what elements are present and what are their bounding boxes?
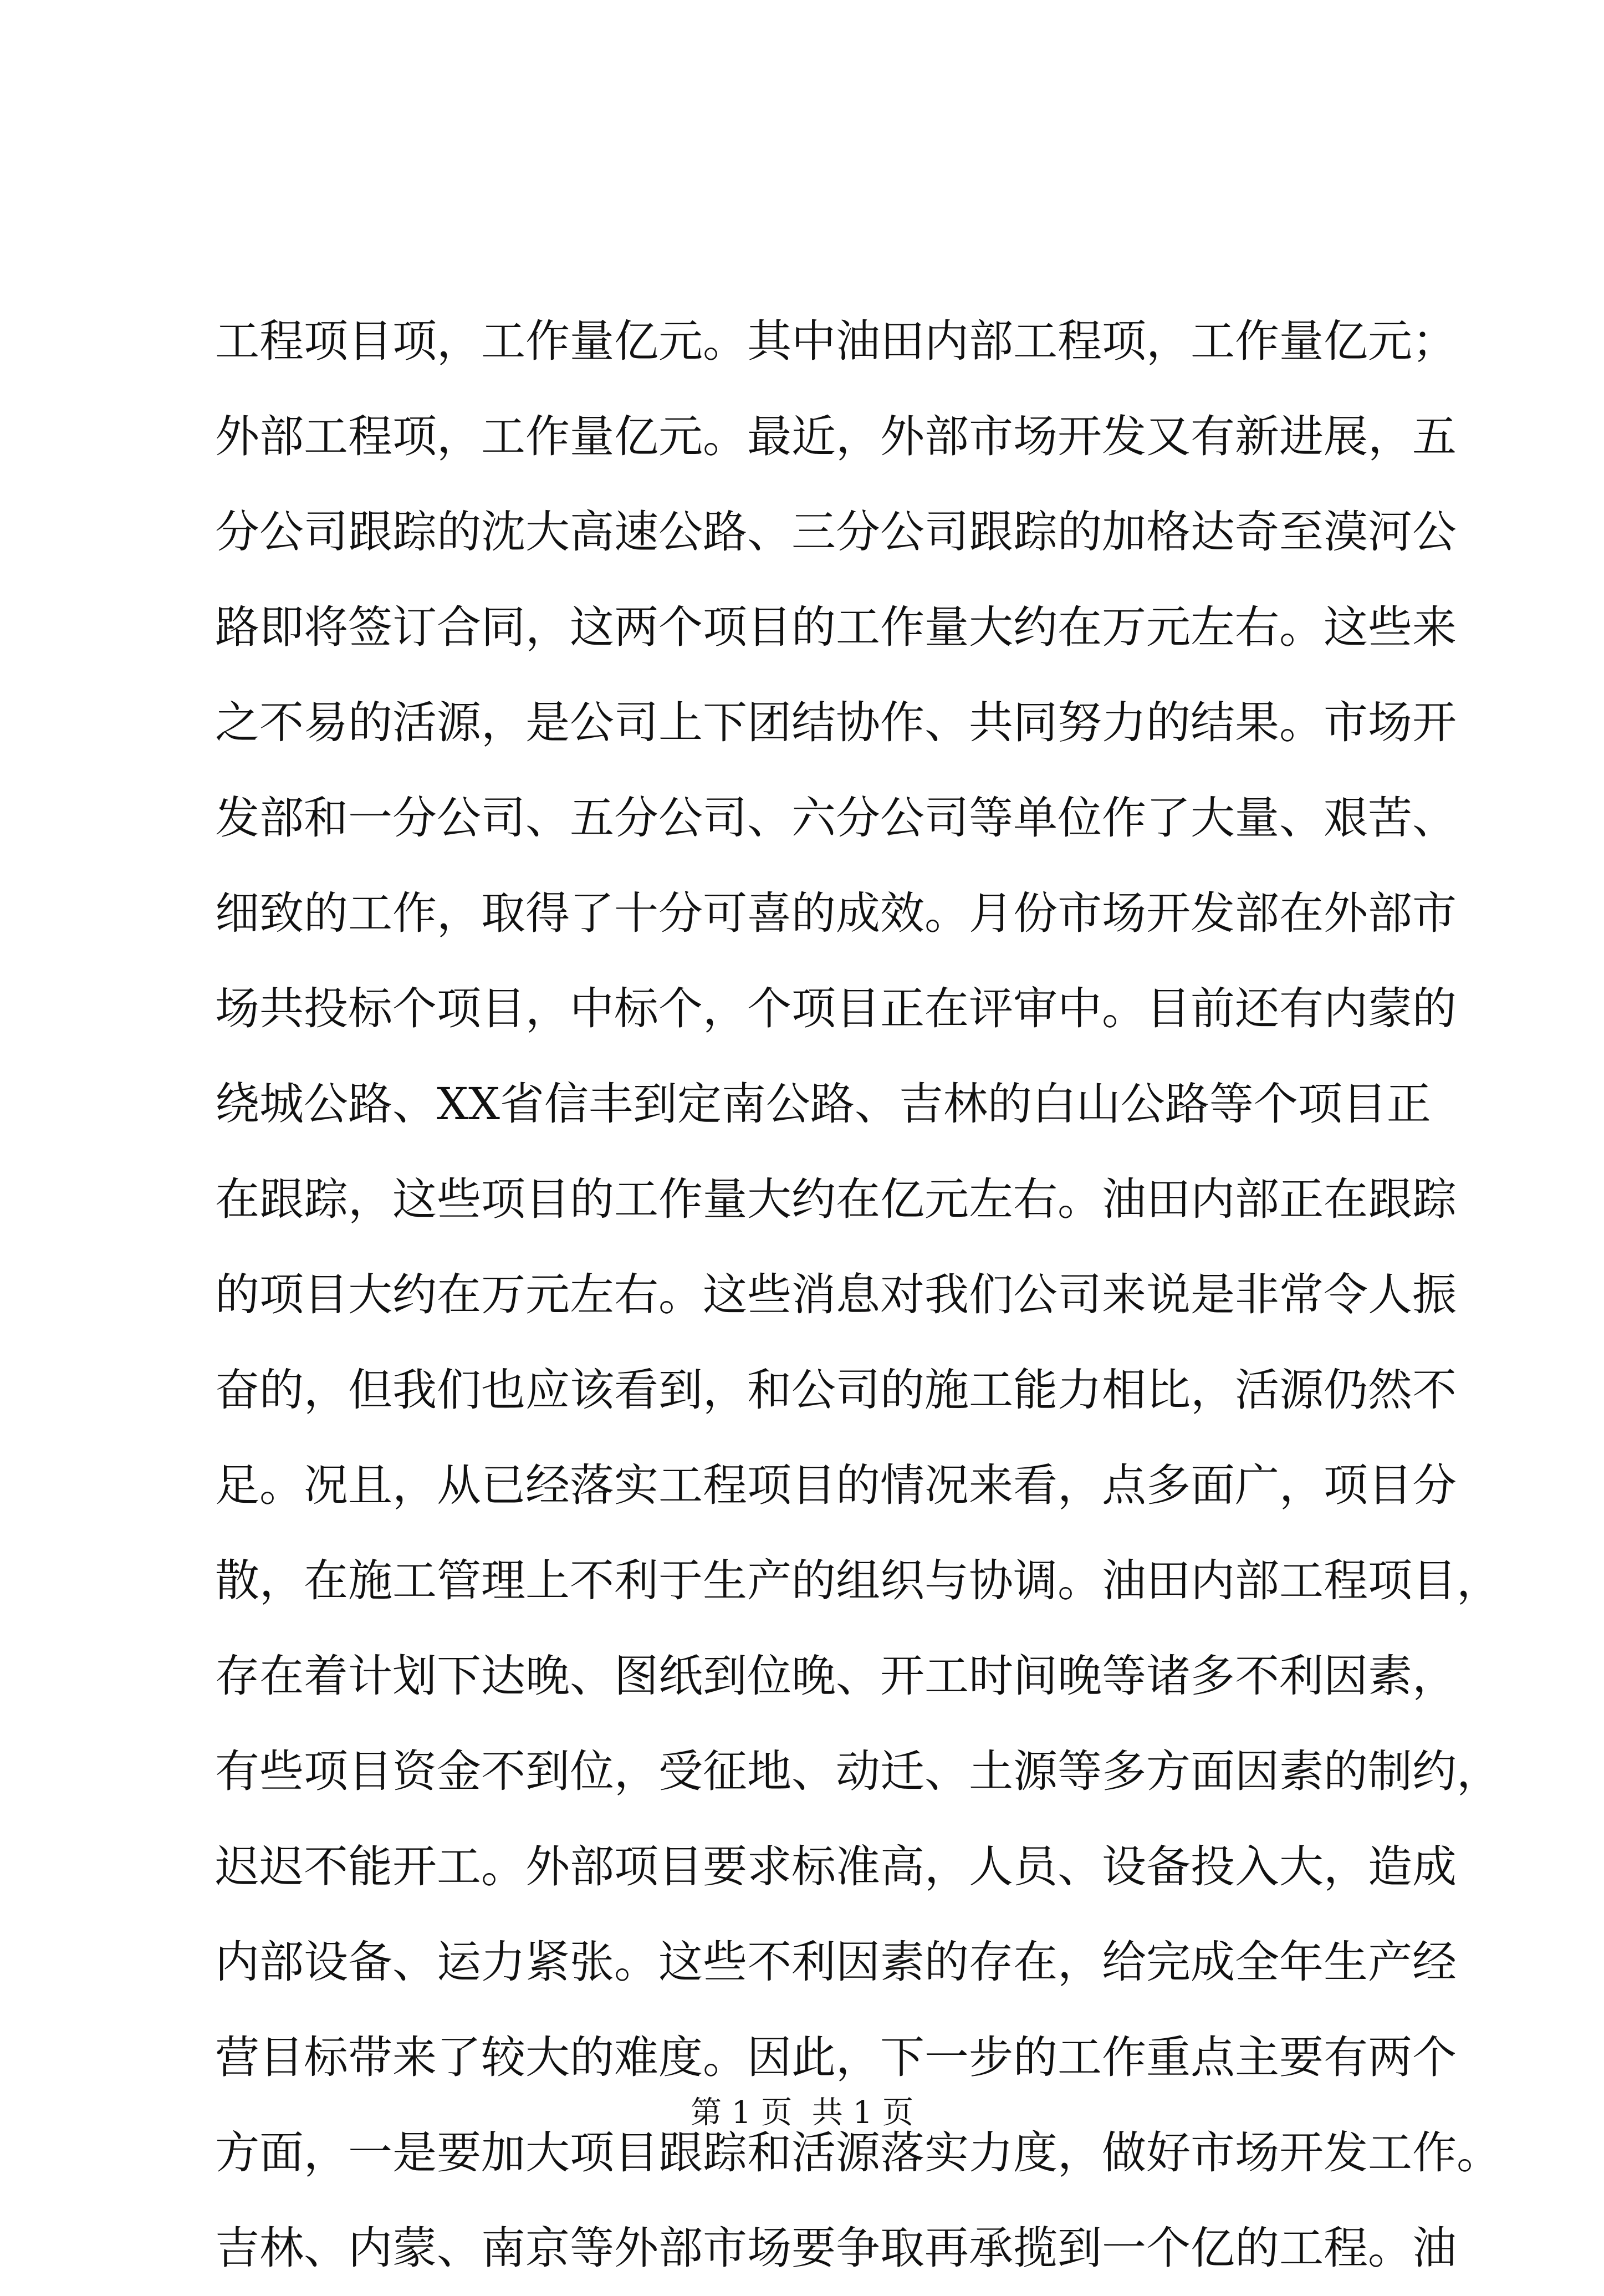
text-line: 细致的工作，取得了十分可喜的成效。月份市场开发部在外部市 <box>215 887 1457 939</box>
text-line: 方面，一是要加大项目跟踪和活源落实力度，做好市场开发工作。 <box>215 2127 1501 2178</box>
page-number-footer: 第 1 页 共 1 页 <box>690 2095 914 2131</box>
text-line: 分公司跟踪的沈大高速公路、三分公司跟踪的加格达奇至漠河公 <box>215 506 1457 558</box>
text-line: 有些项目资金不到位，受征地、动迁、土源等多方面因素的制约， <box>215 1746 1501 1797</box>
body-paragraph <box>215 294 1501 2296</box>
text-line: 的项目大约在万元左右。这些消息对我们公司来说是非常令人振 <box>215 1269 1457 1320</box>
text-line: 发部和一分公司、五分公司、六分公司等单位作了大量、艰苦、 <box>215 792 1457 844</box>
text-line: 工程项目项，工作量亿元。其中油田内部工程项，工作量亿元； <box>215 315 1457 367</box>
text-line: 营目标带来了较大的难度。因此，下一步的工作重点主要有两个 <box>215 2032 1457 2083</box>
text-line: 迟迟不能开工。外部项目要求标准高，人员、设备投入大，造成 <box>215 1841 1457 1892</box>
text-line: 绕城公路、XX省信丰到定南公路、吉林的白山公路等个项目正 <box>215 1078 1431 1130</box>
text-line: 外部工程项，工作量亿元。最近，外部市场开发又有新进展，五 <box>215 411 1457 462</box>
text-line: 在跟踪，这些项目的工作量大约在亿元左右。油田内部正在跟踪 <box>215 1173 1457 1225</box>
text-line: 吉林、内蒙、南京等外部市场要争取再承揽到一个亿的工程。油 <box>215 2222 1457 2274</box>
text-line: 内部设备、运力紧张。这些不利因素的存在，给完成全年生产经 <box>215 1936 1457 1988</box>
text-line: 存在着计划下达晚、图纸到位晚、开工时间晚等诸多不利因素， <box>215 1650 1457 1702</box>
text-line: 散，在施工管理上不利于生产的组织与协调。油田内部工程项目， <box>215 1555 1501 1606</box>
text-line: 奋的，但我们也应该看到，和公司的施工能力相比，活源仍然不 <box>215 1364 1457 1416</box>
text-line: 之不易的活源，是公司上下团结协作、共同努力的结果。市场开 <box>215 697 1457 748</box>
text-line: 路即将签订合同，这两个项目的工作量大约在万元左右。这些来 <box>215 601 1457 653</box>
text-line: 足。况且，从已经落实工程项目的情况来看，点多面广，项目分 <box>215 1460 1457 1511</box>
text-line: 场共投标个项目，中标个，个项目正在评审中。目前还有内蒙的 <box>215 983 1457 1034</box>
